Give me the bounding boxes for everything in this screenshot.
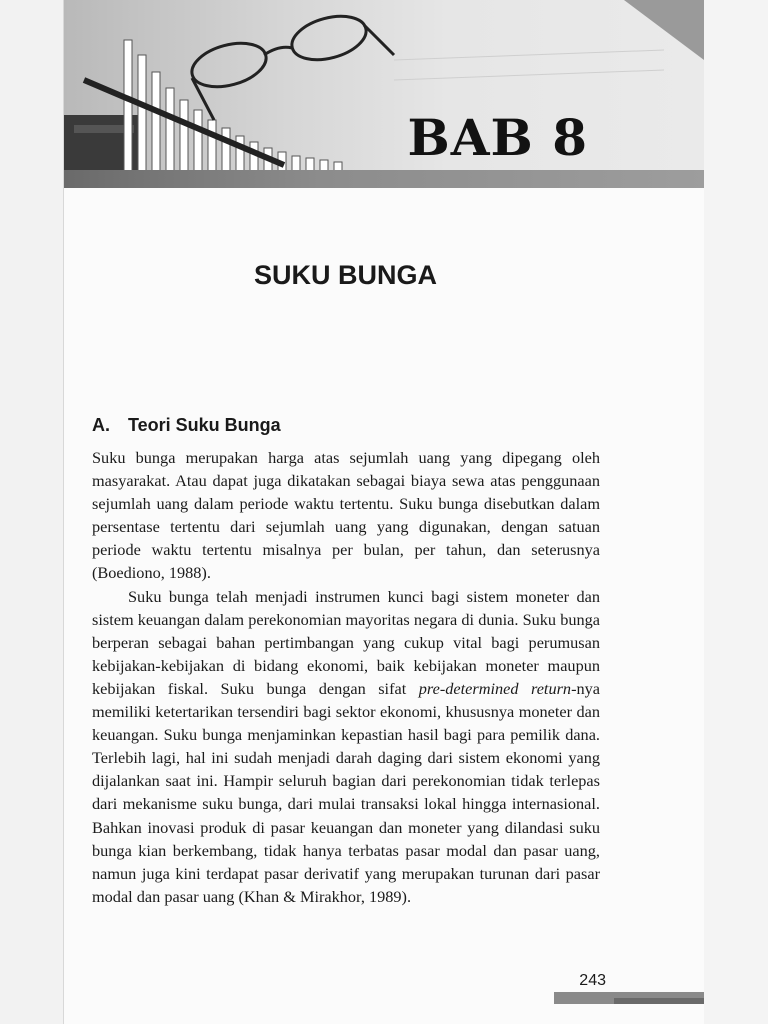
paragraph-1: Suku bunga merupakan harga atas sejumlah uang yang dipegang oleh masyarakat. Atau dapat juga dikatakan sebagai biaya sewa atas penggunaan sejumlah uang dalam periode waktu tertentu. Suku bunga disebutkan dalam persentase tertentu dari sejumlah uang yang digunakan, dengan satuan periode waktu tertentu misalnya per bulan, per tahun, dan seterusnya (Boediono, 1988).: [92, 448, 600, 583]
paragraph-2-italic: pre-determined return: [418, 678, 572, 698]
paragraph-2-part-1: Suku bunga telah menjadi instrumen kunci bagi sistem moneter dan sistem keuangan dalam perekonomian mayoritas negara di dunia. Suku bunga berperan sebagai bahan pertimbangan yang cukup vital bagi perumusan kebijakan-kebijakan di bidang ekonomi, baik kebijakan moneter maupun kebijakan fiskal. Suku bunga dengan sifat: [92, 586, 600, 698]
paragraph-2: [92, 585, 600, 908]
section-heading-text: Teori Suku Bunga: [128, 415, 281, 435]
paragraph-2-part-2: -nya memiliki ketertarikan tersendiri bagi sektor ekonomi, khususnya moneter dan keuangan. Suku bunga menjaminkan kepastian hasil bagi para pemilik dana. Terlebih lagi, hal ini sudah menjadi darah daging dari sistem ekonomi yang dijalankan saat ini. Hampir seluruh bagian dari perekonomian tidak terlepas dari mekanisme suku bunga, dari mulai transaksi lokal hingga internasional. Bahkan inovasi produk di pasar keuangan dan moneter yang dilandasi suku bunga kian berkembang, tidak hanya terbatas pasar modal dan pasar uang, namun juga kini terdapat pasar derivatif yang merupakan turunan dari pasar modal dan pasar uang (Khan & Mirakhor, 1989).: [92, 678, 600, 906]
glasses-and-chart-illustration: [64, 0, 704, 188]
chapter-header-photo: [64, 0, 704, 188]
page-number: 243: [579, 972, 606, 989]
header-band: [64, 170, 704, 188]
body-text: [92, 446, 600, 908]
chapter-label: BAB 8: [407, 108, 588, 167]
page-margin-right: [704, 0, 768, 1024]
book-page: [64, 0, 704, 1024]
section-heading: [92, 415, 281, 436]
footer-band-dark: [614, 998, 704, 1004]
chapter-title: SUKU BUNGA: [254, 260, 438, 290]
section-letter: A.: [92, 415, 110, 435]
